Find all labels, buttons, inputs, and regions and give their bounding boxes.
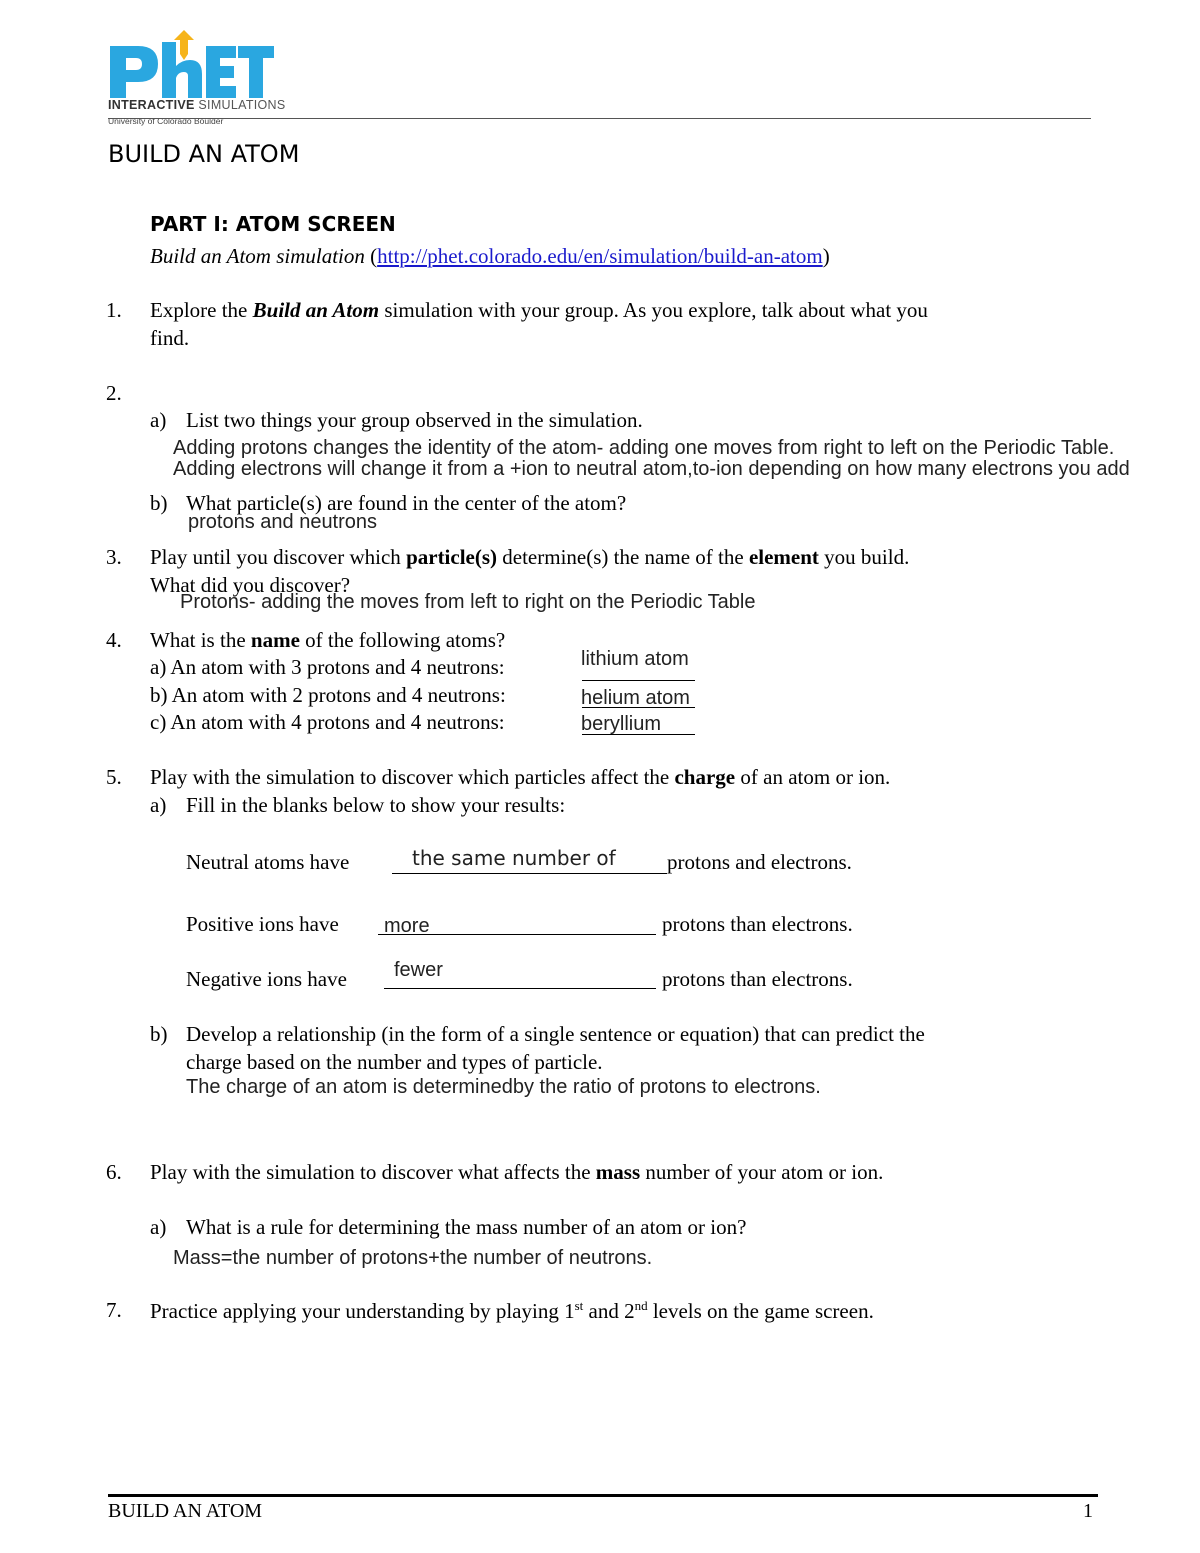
q6a-answer: Mass=the number of protons+the number of neutrons. <box>173 1247 653 1269</box>
q5a-label: a) <box>150 793 167 817</box>
q4a-text: a) An atom with 3 protons and 4 neutrons: <box>150 655 505 679</box>
q5b-answer: The charge of an atom is determinedby the ratio of protons to electrons. <box>186 1076 821 1098</box>
q2b-answer: protons and neutrons <box>188 511 378 533</box>
q6-bold: mass <box>595 1160 641 1184</box>
q2a-answer-1: Adding protons changes the identity of the atom- adding one moves from right to left on the Periodic Table. <box>173 437 1115 459</box>
q6a-label: a) <box>150 1215 167 1239</box>
positive-answer: more <box>384 915 430 937</box>
q7-pre: Practice applying your understanding by playing 1 <box>150 1299 575 1323</box>
footer-page-number: 1 <box>1083 1500 1093 1522</box>
q7-post: levels on the game screen. <box>647 1299 874 1323</box>
q5b-label: b) <box>150 1022 168 1046</box>
q7-number: 7. <box>106 1298 122 1322</box>
negative-blank <box>384 988 656 989</box>
q2-number: 2. <box>106 381 122 405</box>
q7-text <box>150 1298 874 1324</box>
tagline-rest: SIMULATIONS <box>194 98 286 112</box>
q6-pre: Play with the simulation to discover what affects the <box>150 1160 596 1184</box>
q5-number: 5. <box>106 765 122 789</box>
phet-logo <box>108 28 286 132</box>
q5b-text-2: charge based on the number and types of particle. <box>186 1050 603 1074</box>
q4b-text: b) An atom with 2 protons and 4 neutrons: <box>150 683 506 707</box>
neutral-answer: the same number of <box>412 846 616 870</box>
q1-emph: Build an Atom <box>252 298 380 322</box>
q4a-answer: lithium atom <box>581 648 689 670</box>
negative-answer: fewer <box>394 959 443 981</box>
q6-text <box>150 1160 883 1185</box>
q1-text <box>150 298 928 323</box>
q1-post: simulation with your group. As you explore, talk about what you <box>379 298 928 322</box>
q4-bold: name <box>250 628 300 652</box>
footer-title: BUILD AN ATOM <box>108 1500 263 1522</box>
positive-post: protons than electrons. <box>662 912 853 936</box>
q2a-label: a) <box>150 408 167 432</box>
q5-pre: Play with the simulation to discover which particles affect the <box>150 765 675 789</box>
q3-line2: What did you discover? <box>150 573 351 597</box>
q5-post: of an atom or ion. <box>735 765 891 789</box>
part-title: PART I: ATOM SCREEN <box>150 212 396 236</box>
q2a-text: List two things your group observed in the simulation. <box>186 408 643 432</box>
q2a-answer-2: Adding electrons will change it from a +ion to neutral atom,to-ion depending on how many electrons you add <box>173 458 1130 480</box>
paren-close: ) <box>822 244 830 268</box>
neutral-pre: Neutral atoms have <box>186 850 350 874</box>
q5-text <box>150 765 890 790</box>
q4-post: of the following atoms? <box>299 628 506 652</box>
header-rule <box>108 118 1091 119</box>
q4-text <box>150 628 505 653</box>
q7-sup1: st <box>574 1298 584 1313</box>
sim-link-line <box>150 244 830 269</box>
q5b-text-1: Develop a relationship (in the form of a single sentence or equation) that can predict the <box>186 1022 925 1046</box>
q6a-text: What is a rule for determining the mass number of an atom or ion? <box>186 1215 747 1239</box>
q3-post: you build. <box>818 545 910 569</box>
q3-text <box>150 545 909 570</box>
q3-number: 3. <box>106 545 122 569</box>
negative-pre: Negative ions have <box>186 967 347 991</box>
phet-tagline <box>108 98 286 112</box>
q7-sup2: nd <box>634 1298 648 1313</box>
q2b-text: What particle(s) are found in the center of the atom? <box>186 491 627 515</box>
phet-university: University of Colorado Boulder <box>108 116 224 126</box>
q4-pre: What is the <box>150 628 251 652</box>
q1-line2: find. <box>150 326 190 350</box>
q3-pre: Play until you discover which <box>150 545 407 569</box>
q1-pre: Explore the <box>150 298 253 322</box>
neutral-post: protons and electrons. <box>667 850 852 874</box>
q6-post: number of your atom or ion. <box>640 1160 884 1184</box>
neutral-blank <box>392 873 667 874</box>
q5a-text: Fill in the blanks below to show your results: <box>186 793 566 817</box>
q6-number: 6. <box>106 1160 122 1184</box>
paren-open: ( <box>370 244 378 268</box>
phet-wordmark <box>108 28 278 104</box>
positive-pre: Positive ions have <box>186 912 339 936</box>
q4-number: 4. <box>106 628 122 652</box>
q4a-blank <box>582 680 695 681</box>
footer-rule <box>108 1494 1098 1497</box>
sim-link[interactable]: http://phet.colorado.edu/en/simulation/build-an-atom <box>377 244 823 268</box>
q1-number: 1. <box>106 298 122 322</box>
q3-bold2: element <box>748 545 819 569</box>
negative-post: protons than electrons. <box>662 967 853 991</box>
sim-intro: Build an Atom simulation <box>150 244 365 268</box>
q5-bold: charge <box>674 765 736 789</box>
tagline-bold: INTERACTIVE <box>108 98 195 112</box>
q7-mid: and 2 <box>583 1299 635 1323</box>
q4c-answer: beryllium <box>581 713 662 735</box>
q3-answer: Protons- adding the moves from left to right on the Periodic Table <box>180 591 756 613</box>
q3-mid: determine(s) the name of the <box>497 545 749 569</box>
q2b-label: b) <box>150 491 168 515</box>
q4b-answer: helium atom <box>581 687 690 709</box>
q3-bold1: particle(s) <box>406 545 498 569</box>
page-title: BUILD AN ATOM <box>108 140 300 168</box>
q4c-text: c) An atom with 4 protons and 4 neutrons: <box>150 710 505 734</box>
